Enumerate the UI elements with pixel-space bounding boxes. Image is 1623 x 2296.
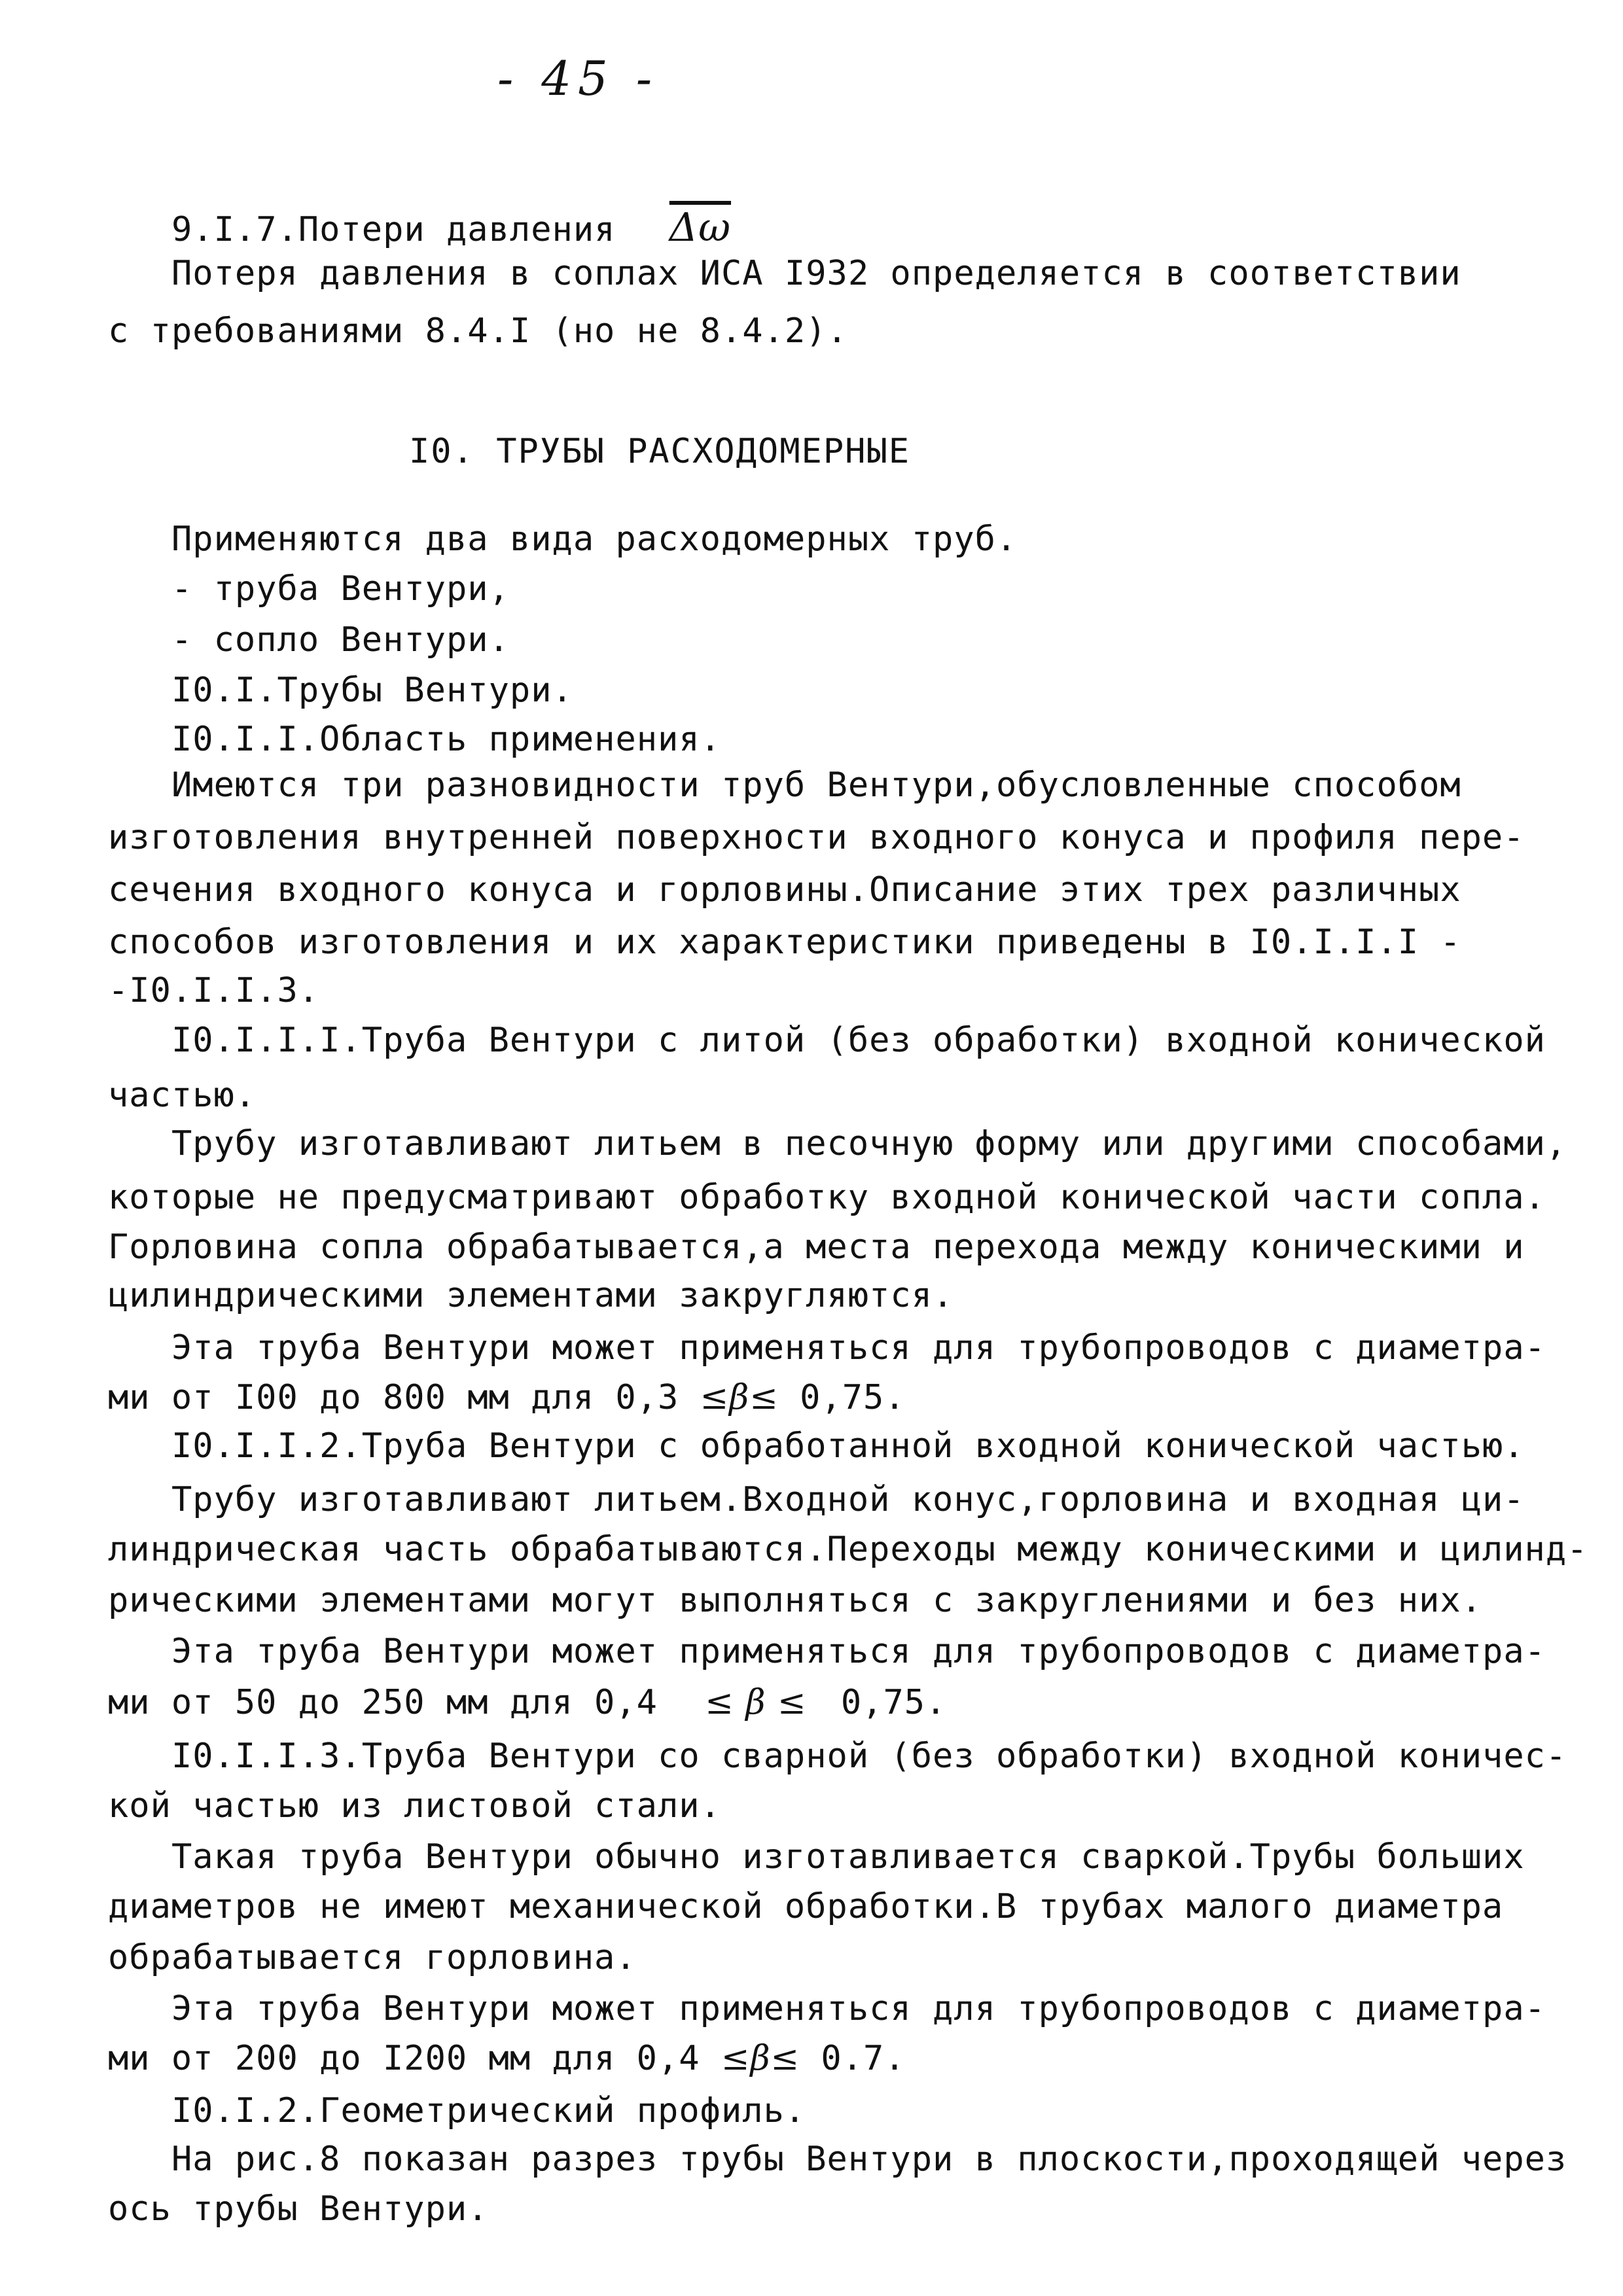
- section-917-title: [171, 205, 732, 251]
- section-917-line-1: Потеря давления в соплах ИСА I932 определяется в соответствии: [171, 254, 1461, 293]
- paragraph-7-upper-bound: 0.7.: [821, 2039, 906, 2078]
- paragraph-2-line-4: цилиндрическими элементами закругляются.: [108, 1276, 954, 1315]
- paragraph-7-range-text: ми от 200 до I200 мм для 0,4: [108, 2039, 700, 2078]
- paragraph-6-line-3: обрабатывается горловина.: [108, 1938, 637, 1977]
- subsection-10-1-1-1-line-1: I0.I.I.I.Труба Вентури с литой (без обработки) входной конической: [171, 1021, 1546, 1060]
- subsection-10-1-1-3-line-1: I0.I.I.3.Труба Вентури со сварной (без обработки) входной коничес-: [171, 1737, 1567, 1776]
- paragraph-4-line-3: рическими элементами могут выполняться с закруглениями и без них.: [108, 1581, 1482, 1620]
- paragraph-5-range-text: ми от 50 до 250 мм для 0,4: [108, 1683, 658, 1722]
- section-917-title-text: 9.I.7.Потери давления: [171, 210, 616, 249]
- paragraph-5-upper-bound: 0,75.: [840, 1683, 947, 1722]
- delta-omega-symbol: $\overline{\Delta\omega}$: [669, 205, 732, 251]
- paragraph-7-line-2: [108, 2039, 906, 2078]
- beta-inequality: ≤β≤: [721, 2039, 800, 2078]
- paragraph-7-line-1: Эта труба Вентури может применяться для трубопроводов с диаметра-: [171, 1989, 1546, 2028]
- subsection-10-1-1-title: I0.I.I.Область применения.: [171, 720, 721, 759]
- subsection-10-1-1-2-title: I0.I.I.2.Труба Вентури с обработанной входной конической частью.: [171, 1426, 1525, 1466]
- paragraph-3-line-2: [108, 1378, 906, 1417]
- section-10-heading: I0. ТРУБЫ РАСХОДОМЕРНЫЕ: [409, 432, 911, 471]
- paragraph-1-line-3: сечения входного конуса и горловины.Описание этих трех различных: [108, 870, 1461, 910]
- paragraph-1-line-5: -I0.I.I.3.: [108, 971, 320, 1010]
- beta-inequality: ≤ β ≤: [705, 1683, 807, 1722]
- paragraph-8-line-2: ось трубы Вентури.: [108, 2189, 489, 2229]
- subsection-10-1-1-1-line-2: частью.: [108, 1076, 257, 1115]
- paragraph-3-upper-bound: 0,75.: [800, 1378, 906, 1417]
- paragraph-2-line-2: которые не предусматривают обработку входной конической части сопла.: [108, 1178, 1546, 1217]
- paragraph-3-range-text: ми от I00 до 800 мм для 0,3: [108, 1378, 679, 1417]
- section-917-line-2: с требованиями 8.4.I (но не 8.4.2).: [108, 311, 848, 351]
- paragraph-6-line-2: диаметров не имеют механической обработки.В трубах малого диаметра: [108, 1887, 1504, 1926]
- paragraph-3-line-1: Эта труба Вентури может применяться для трубопроводов с диаметра-: [171, 1328, 1546, 1368]
- intro-line: Применяются два вида расходомерных труб.: [171, 520, 1018, 559]
- list-item-venturi-tube: - труба Вентури,: [171, 569, 510, 609]
- paragraph-5-line-2: [108, 1683, 946, 1722]
- paragraph-6-line-1: Такая труба Вентури обычно изготавливается сваркой.Трубы больших: [171, 1837, 1525, 1877]
- subsection-10-1-1-3-line-2: кой частью из листовой стали.: [108, 1786, 721, 1826]
- paragraph-1-line-4: способов изготовления и их характеристики приведены в I0.I.I.I -: [108, 923, 1461, 962]
- paragraph-2-line-1: Трубу изготавливают литьем в песочную форму или другими способами,: [171, 1124, 1567, 1163]
- paragraph-1-line-1: Имеются три разновидности труб Вентури,обусловленные способом: [171, 766, 1461, 805]
- paragraph-5-line-1: Эта труба Вентури может применяться для трубопроводов с диаметра-: [171, 1632, 1546, 1671]
- paragraph-4-line-1: Трубу изготавливают литьем.Входной конус,горловина и входная ци-: [171, 1480, 1525, 1519]
- subsection-10-1-2-title: I0.I.2.Геометрический профиль.: [171, 2091, 806, 2130]
- paragraph-8-line-1: На рис.8 показан разрез трубы Вентури в плоскости,проходящей через: [171, 2140, 1567, 2179]
- paragraph-2-line-3: Горловина сопла обрабатывается,а места перехода между коническими и: [108, 1227, 1525, 1267]
- paragraph-1-line-2: изготовления внутренней поверхности входного конуса и профиля пере-: [108, 818, 1525, 857]
- paragraph-4-line-2: линдрическая часть обрабатываются.Переходы между коническими и цилинд-: [108, 1530, 1588, 1569]
- page-number: - 45 -: [497, 51, 659, 106]
- subsection-10-1-title: I0.I.Трубы Вентури.: [171, 671, 573, 710]
- beta-inequality: ≤β≤: [700, 1378, 779, 1417]
- list-item-venturi-nozzle: - сопло Вентури.: [171, 620, 510, 660]
